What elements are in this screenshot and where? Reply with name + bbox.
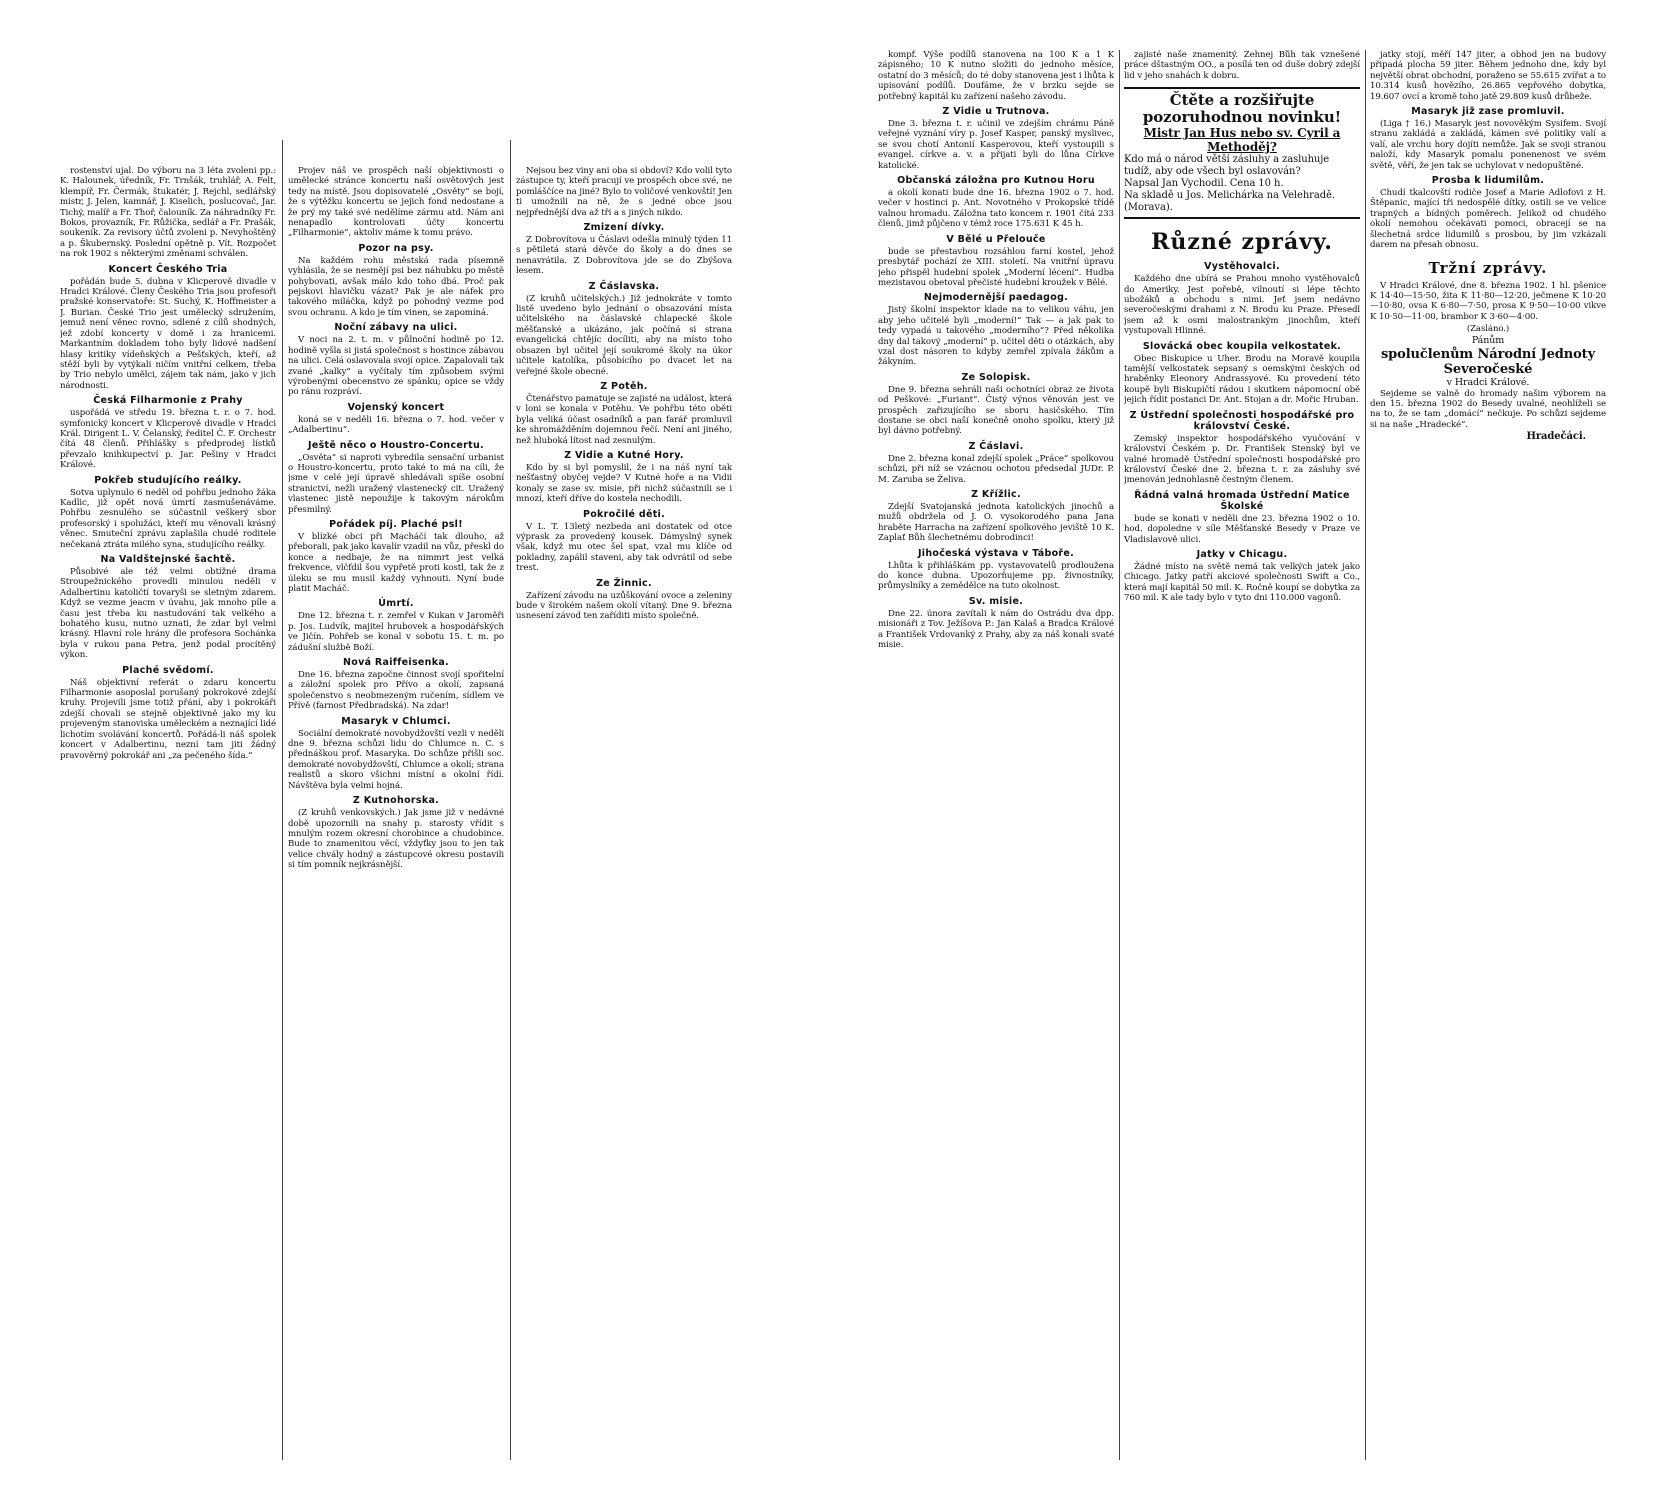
article-paragraph: Dne 3. března t. r. učinil ve zdejším chrámu Páně veřejné vyznání víry p. Josef Kasper, panský myslivec, se svou chotí Antonií Kasperovou, kteří vystoupili s evangel. církve a. v. a přijati byli do lůna Církve katolické.	[878, 119, 1114, 171]
article-heading: Zmizení dívky.	[583, 222, 665, 234]
article-heading: Pořádek píj. Plaché psl!	[329, 518, 463, 530]
column-divider	[1365, 50, 1366, 1460]
article-paragraph: (Liga † 16.) Masaryk jest novověkým Sysifem. Svojí stranu zakládá a zakládá, kámen své politiky valí a valí, ale vrchu hory dojíti nemůže. Jak se svoji stranou naloží, kdy Masaryk pomalu ponenenost ve svém světě, věří, že jen tak se uchylovat v nedopuštěné.	[1370, 119, 1606, 171]
article-heading: Občanská záložna pro Kutnou Horu	[897, 175, 1095, 187]
right-column-3	[1370, 50, 1606, 1460]
article-paragraph: uspořádá ve středu 19. března t. r. o 7. hod. symfonický koncert v Klicperově divadle v Hradci Král. Dirigent L. V. Čelanský, ředitel Č. F. Orchestr čítá 48 členů. Přihlášky s předprodej lístků převzalo knihkupectví p. Jar. Pešiny v Hradci Králové.	[60, 408, 276, 471]
article-paragraph: Čtenářstvo pamatuje se zajisté na událost, která v loni se konala v Potěhu. Ve pohřbu této oběti byla veliká účast osadníků a pan farář promluvil ke shromážděním dojemnou řečí. Není ani jiného, než hluboká lítost nad zesnulým.	[516, 393, 732, 446]
article-heading: Vystěhovalci.	[1204, 261, 1280, 273]
article-paragraph: kompf. Výše podílů stanovena na 100 K a 1 K zápisného; 10 K nutno složiti do jednoho měsíce, ostatní do 3 měsíců; do té doby stanovena jest i lhůta k upisování podílů. Doufáme, že v brzku sejde se potřebný kapitál ku zařízení našeho závodu.	[878, 50, 1114, 102]
article-paragraph: Zdejší Svatojanská jednota katolických jinochů a mužů obdržela od J. O. vysokorodého pana Jana hraběte Harracha na zařízení spolkového jeviště 10 K. Zaplať Bůh šlechetnému dobrodinci!	[878, 502, 1114, 544]
article-heading: Masaryk již zase promluvil.	[1411, 106, 1565, 118]
article-heading: Z Ústřední společnosti hospodářské pro království České.	[1129, 409, 1355, 432]
article-paragraph: Náš objektivní referát o zdaru koncertu Filharmonie asoposlal porušaný pokrokové zdejší kruhy. Projevili jsme totiž přání, aby i pokrokáři zdejší chovali se stejně objektivně jako my ku projeveným stanoviska uměleckém a neznající lidé lichotím svolávání koncertů. Pořádá-li náš spolek koncert v Adalbertinu, nezní tam jiti žádný pravověrný pokrokář ani „za pečeného šída.“	[60, 677, 276, 761]
article-paragraph: Žádné místo na světě nemá tak velkých jatek jako Chicago. Jatky patří akciové společnosti Swift a Co., která mají kapitál 50 mil. K. Ročně koupí se dobytka za 760 mil. K ale tady bylo v tyto dni 110.000 vagonů.	[1124, 561, 1360, 604]
ad-line: Kdo má o národ větší zásluhy a zasluhuje tudíž, aby ode všech byl oslavován?	[1124, 154, 1330, 178]
right-newspaper-page	[836, 0, 1672, 1500]
article-paragraph: Lhůta k přihláškám pp. vystavovatelů prodloužena do konce dubna. Upozorňujeme pp. živnostníky, průmyslníky a zemědělce na tuto okolnost.	[878, 560, 1114, 592]
column-divider	[1119, 50, 1120, 1460]
article-paragraph: V L. T. 13letý nezbeda ani dostatek od otce výprask za provedený kousek. Dámyslný synek však, když mu otec šel spat, vzal mu klíče od pokladny, zapálil staveni, aby tak odvrátil od sebe trest.	[516, 521, 732, 574]
article-heading: Vojenský koncert	[347, 401, 445, 413]
article-heading: Pokřeb studujícího reálky.	[94, 474, 242, 486]
article-heading: Ze Žinnic.	[596, 577, 652, 589]
article-heading: Koncert Českého Tria	[108, 263, 228, 275]
article-paragraph: V Hradci Králové, dne 8. března 1902. 1 hl. pšenice K 14·40—15·50, žita K 11·80—12·20, ječmene K 10·20—10·80, ovsa K 6·80—7·50, prosa K 9·50—10·00 vikve K 10·50—11·00, brambor K 3·60—4·00.	[1370, 280, 1606, 322]
article-heading: Z Kutnohorska.	[352, 795, 440, 807]
article-heading: Z Vidie u Trutnova.	[942, 106, 1050, 118]
article-heading: Nejmodernější paedagog.	[923, 292, 1069, 304]
article-heading: Nová Raiffeisenka.	[343, 657, 449, 669]
right-column-1	[878, 50, 1114, 1460]
notice-line: Pánům	[1471, 334, 1505, 346]
article-paragraph: Zařízení závodu na uzůškování ovoce a zeleniny bude v širokém našem okolí vítaný. Dne 9. března usnesení závod ten zaříditi místo společně.	[516, 590, 732, 622]
article-paragraph: Sociální demokraté novobydžovští vezli v neděli dne 9. března schůzi lidu do Chlumce n. C. s přednáškou prof. Masaryka. Do schůze přišli soc. demokraté novobydžovští, Chlumce a okolí; strana realistů a skoro všichni místní a okolní řídí. Návštěva byla velmi hojná.	[288, 728, 504, 791]
left-column-2	[288, 166, 504, 1456]
article-heading: Z Vidie a Kutné Hory.	[564, 449, 684, 461]
notice-line: v Hradci Králové.	[1446, 376, 1530, 388]
column-divider	[282, 140, 283, 1460]
article-heading: V Bělé u Přelouče	[946, 233, 1046, 245]
article-paragraph: pořádán bude 5. dubna v Klicperově divadle v Hradci Králové. Členy Českého Tria jsou profesoři pražské konservatoře: St. Suchý, K. Hoffmeister a J. Burian. České Trio jest umělecký sdružením, jemuž není věnec rovno, sdlené z cílů shodných, jež zdobí koncerty v domě i za hranicemi. Markantním dokladem toho byly lidové nadšení hlasy kritiky vídeňských a Pešťských, kteří, až stěží byli by vytýkali ničím vnitřní celkem, třeba by Trio nebylo umělci, zájem tak nám, jako v jich národnosti.	[60, 276, 276, 391]
article-heading: Plaché svědomí.	[122, 664, 214, 676]
article-heading: Z Potěh.	[600, 380, 648, 392]
article-heading: Noční zábavy na ulici.	[334, 322, 458, 334]
article-paragraph: Zemský inspektor hospodářského vyučování v království Českém p. Dr. František Stenský byl ve valné hromadě Ústřední společnosti hospodářské pro království České dne 2. března t. r. za zásluhy své jmenován jednohlasně čestným členem.	[1124, 433, 1360, 486]
article-heading: Slovácká obec koupila velkostatek.	[1142, 340, 1342, 352]
notice-block	[1370, 335, 1606, 389]
market-report-title: Tržní zprávy.	[1428, 258, 1548, 277]
column-divider	[510, 140, 511, 1460]
article-paragraph: Kdo by si byl pomyslil, že i na náš nyní tak nešťastný obyčej vejde? V Kutné hoře a na Vidii konaly se zase sv. misie, při nichž súčastnili se i mnozí, kteří dříve do kostela nechodili.	[516, 462, 732, 505]
ad-book-title: Mistr Jan Hus nebo sv. Cyril a Methoděj?	[1143, 126, 1341, 155]
article-paragraph: Dne 12. března t. r. zemřel v Kukan v Jaroměři p. Jos. Ludvík, majitel hrubovek a hospodářských ve Jičín. Pohřeb se konal v sobotu 15. t. m. po zádušní službě Boží.	[288, 611, 504, 653]
ad-line: Na skladě u Jos. Melichárka na Velehradě. (Morava).	[1124, 190, 1335, 214]
article-paragraph: Obec Biskupice u Uher. Brodu na Moravě koupila tamější velkostatek sepsaný s oemskými českých od hraběnky Eleonory Andrassyové. Ku provedení této koupě byli Biskupičtí rádou i skutkem nápomocní obě jejich řídit postanci Dr. Ant. Stojan a dr. Mořic Hruban.	[1124, 353, 1360, 406]
article-heading: Na Valdštejnské šachtě.	[100, 554, 236, 565]
ad-headline: Čtěte a rozšiřujte pozoruhodnou novinku!	[1142, 91, 1342, 127]
article-paragraph: „Osvěta“ si naproti vybredila sensační urbanist o Houstro-koncertu, proto také to má na cíli, že jsme v celé její úpravě shledávali spíše osobní stranictví, nežli uražený vlastenecký cit. Uražený vlastenec jistě nepoužije k takovým nárokům přesmilný.	[288, 452, 504, 515]
left-column-3	[516, 166, 732, 1456]
article-paragraph: bude se konati v neděli dne 23. března 1902 o 10. hod. dopoledne v síle Měšťanské Besedy v Praze ve Vladislavově ulici.	[1124, 513, 1360, 545]
article-heading: Pozor na psy.	[358, 242, 434, 254]
article-paragraph: (Z kruhů venkovských.) Jak jsme již v nedávné době upozornili na snahy p. starosty vřídit s mnulým rozem okresní chorobince a chudobince. Bude to znamenitou věcí, vždyťky jsou to jen tak velice chvály hodný a zástupcové okresu postavili si tím pomník nejkrásnější.	[288, 808, 504, 871]
article-heading: Česká Filharmonie z Prahy	[93, 395, 243, 407]
article-paragraph: Sotva uplynulo 6 neděl od pohřbu jednoho žáka Kadlic, již opět nová úmrtí zasmušenáváme. Pohřbu zesnulého se súčastnil veškerý sbor profesorský i spolužáci, kteří mu věnovali krásný věnec. Smuteční zprávu zaplašila chudé roditele nečekaná ztráta milého syna, studujícího reálky.	[60, 487, 276, 550]
article-heading: Úmrtí.	[378, 598, 414, 610]
article-paragraph: Dne 22. února zavítali k nám do Ostrádu dva dpp. misionáři z Tov. Ježíšova P.: Jan Kalaš a Bradca Králové a František Vrdovanký z Prahy, aby za náš konali svaté misie.	[878, 608, 1114, 651]
article-paragraph: bude se přestavbou rozsáhlou farní kostel, jehož presbytář pochází ze XIII. století. Na vnitřní úpravu jeho přispěl hudební spolek „Moderní lécení“. Hudba mezistavou obetoval přečisté hudební kroužek v Bělé.	[878, 246, 1114, 288]
article-heading: Sv. misie.	[968, 595, 1024, 607]
advertisement-box	[1124, 87, 1360, 219]
article-paragraph: Dne 16. března započne činnost svojí spořitelní a záložní spolek pro Přívo a okolí, zapsaná společenstvo s neobmezeným ručením, sídlem ve Přívě (farnost Předbradská). Na zdar!	[288, 670, 504, 712]
section-title: Různé zprávy.	[1151, 229, 1333, 256]
article-heading: Ještě něco o Houstro-Concertu.	[308, 439, 484, 451]
article-heading: Jatky v Chicagu.	[1196, 548, 1288, 560]
article-heading: Masaryk v Chlumci.	[341, 715, 451, 727]
right-column-2	[1124, 50, 1360, 1460]
left-column-1	[60, 166, 276, 1456]
centered-note: (Zasláno.)	[1466, 324, 1510, 335]
article-heading: Jihočeská výstava v Táboře.	[917, 547, 1075, 559]
ad-line: Napsal Jan Vychodil. Cena 10 h.	[1124, 178, 1284, 190]
signature: Hradečáci.	[1526, 431, 1586, 443]
article-heading: Z Křížlic.	[971, 489, 1021, 500]
article-paragraph: Jistý školní inspektor klade na to velikou váhu, jen aby jeho učitelé byli „moderní!“ Tak — a jak pak to tedy vypadá u takového „moderního“? Před několika dny dal takový „moderní“ p. učitel děti o otázkách, aby vzal dost násoren to kdyby zemřel zpívala žákům a žákyním.	[878, 305, 1114, 368]
article-heading: Z Čáslavska.	[588, 280, 660, 292]
article-paragraph: V blízké obci při Macháčí tak dlouho, až přeborali, pak jako kavalír vzadil na vůz, přeskl do konce a nedbaje, že na nimmrt jest velká frekvence, vlčfdil šou vypřetě proti kostl, tak že z úleku se mu musil každý vyhnouti. Nyní bude platit Macháč.	[288, 531, 504, 594]
article-heading: Řádná valná hromada Ústřední Matice Školské	[1134, 489, 1350, 512]
article-paragraph: V noci na 2. t. m. v půlnoční hodině po 12. hodině vyšla si jistá společnost s hostince zábavou na ulici. Celá oslavovala svojí opice. Zapalovali tak zvané „kalky“ a vyčítaly tím způsobem svými výrobenými obecenstvo ze spánku; opice se vždy po ránu rozpráví.	[288, 335, 504, 398]
article-paragraph: koná se v neděli 16. března o 7. hod. večer v „Adalbertinu“.	[288, 414, 504, 436]
article-paragraph: Z Dobrovítova u Čáslavi odešla minulý týden 11 s pětiletá stará děvče do školy a do dnes se nenavrátila. Z Dobrovítova jde se do Zbýšova lesem.	[516, 235, 732, 277]
article-heading: Prosba k lidumilům.	[1431, 175, 1545, 187]
article-heading: Ze Solopisk.	[961, 371, 1031, 383]
article-heading: Pokročilé děti.	[582, 508, 666, 520]
article-paragraph: Dne 2. března konal zdejší spolek „Práce“ spolkovou schůzi, při níž se vzácnou ochotou předsedal JUDr. P. M. Zaruba se Želiva.	[878, 453, 1114, 485]
article-paragraph: Projev náš ve prospěch naší objektivnosti o umělecké stránce koncertu naší osvětových jest tedy na místě. Jsou dopisovatelé „Osvěty“ se bojí, že s výtěžku koncertu se jejich fond nedostane a že prý my také své nedělíme zármu atd. Nám ani nenapadlo kontrolovati účty koncertu „Filharmonie“, aktoliv máme k tomu právo.	[288, 166, 504, 239]
article-paragraph: Každého dne ubírá se Prahou mnoho vystěhovalců do Ameriky. Jest pořebě, vilnoutí si lépe těchto ubožáků a obchodu s nimi. Jeť jsem nedávno severočeskými drahami z N. Brodu ku Praze. Přesedl jsem až k osmi malostrankým jinochům, kteří vystupovali Hlinné.	[1124, 274, 1360, 337]
notice-line: spolučlenům Národní Jednoty Severočeské	[1380, 346, 1596, 377]
article-paragraph: Na každém rohu městská rada písemně vyhlásila, že se nesmějí psi bez náhubku po městě pohybovati, avšak málo kdo toho dbá. Proč pak pejskovi hlavičku vázat? Pak je ale náfek pro takového miláčka, když po pohodný vezme pod svou ochranu. A kdo je tím vinen, se zapomíná.	[288, 255, 504, 318]
article-paragraph: Působivé ale též velmi obtížné drama Stroupežnického provedli minulou neděli v Adalbertinu katoličtí tovaryši se sletným zdarem. Když se vezme jeacm v úvahu, jak mnoho píle a času jest třeba ku nastudování tak velkého a bohatého kusu, nutno uznati, že zdar byl velmi krásný. Hlavní role hrány dle profesora Sochánka byla v rukou pana Petra, jenž podal procítěný výkon.	[60, 567, 276, 661]
article-heading: Z Čáslavi.	[968, 440, 1024, 452]
article-paragraph: Sejdeme se valně do hromady našim výborem na den 15. března 1902 do Besedy uvalné, neohlíželi se na to, že se tam „domácí“ nečkuje. Po schůzi sejdeme si na naše „Hradecké“.	[1370, 388, 1606, 430]
article-paragraph: a okolí konati bude dne 16. března 1902 o 7. hod. večer v hostinci p. Ant. Novotného v Prokopské třídě valnou hromadu. Záložna tato koncem r. 1901 čítá 233 členů, jimž půjčeno v témž roce 175.631 K 45 h.	[878, 188, 1114, 230]
article-paragraph: Nejsou bez viny ani oba si obdoví? Kdo volil tyto zástupce ty, kteří pracují ve prospěch obce své, ne pomláščíce na jiné? Bylo to voličové venkovští! Jen ti umožnili na ně, že s jedné obce jsou nejpřednější dva až tři a s jiných nikdo.	[516, 166, 732, 218]
article-paragraph: zajisté naše znamenitý. Žehnej Bůh tak vznešené práce dštastným OO., a posílá ten od duše dobrý zdejší lid v jeho snahách k dobru.	[1124, 50, 1360, 81]
article-paragraph: rostenství ujal. Do výboru na 3 léta zvoleni pp.: K. Halounek, úředník, Fr. Trnšák, truhlář, A. Felt, klempíř, Fr. Čermák, štukatér, J. Rejchl, sedlářský mistr, J. Jelen, kamnář, J. Kiselich, poslucovač, Jar. Tichý, malíř a Fr. Thoř, čalouník. Za náhradníky Fr. Bokos, provazník, Fr. Růžička, sedlář a Fr. Prašák, soukeník. Za revisory účtů zvoleni p. Nevyhoštěný a p. Škubernský. Poslední opětně p. Vít. Rozpočet na rok 1902 s některými změnami schválen.	[60, 166, 276, 260]
article-paragraph: Chudí tkalcovští rodiče Josef a Marie Adlofovi z H. Štěpanic, mající tři nedospělé dítky, ostili se ve velice trapných a bídných poměrech. Jelikož od chudého okolí nemohou očekávati pomoci, obracejí se na šlechetná srdce lidumilů s prosbou, by jim vzkázali darem na přesah obnosu.	[1370, 188, 1606, 251]
article-paragraph: jatky stojí, měří 147 jiter, a obhod jen na budovy připadá plocha 59 jiter. Během jednoho dne, kdy byl největší obrat obchodní, poraženo se 55.615 zvířat a to 10.314 kusů hovězího, 26.865 vepřového dobytka, 19.607 ovcí a kromě toho jatě 29.809 kusů drůbeže.	[1370, 50, 1606, 102]
article-paragraph: Dne 9. března sehráli naši ochotníci obraz ze života od Peškové: „Furiant“. Čistý výnos věnován jest ve prospěch zařizujícího se sboru hasičského. Tím dostane se obci naší konečně onoho spolku, který již byl dávno potřebný.	[878, 384, 1114, 437]
article-paragraph: (Z kruhů učitelských.) Již jednokráte v tomto listě uvedeno bylo jednání o obsazování místa učitelského na čáslavské chlapecké škole měšťanské a ukázáno, jak počíná si strana evangelická chtějíc docíliti, aby na místo toho obsazen byl učitel její soukromé školy na úkor učitele katolíka, působícího po dvacet let na veřejné škole obecné.	[516, 293, 732, 377]
